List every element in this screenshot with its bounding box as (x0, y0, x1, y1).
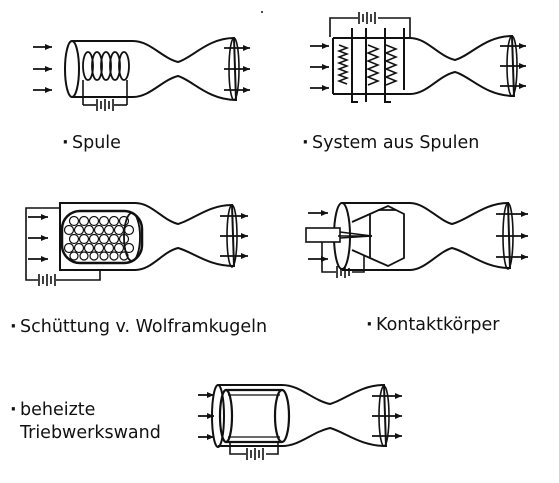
exhaust-arrows (372, 396, 402, 436)
caption-text: Spule (72, 133, 121, 153)
caption-text: Schüttung v. Wolframkugeln (20, 317, 268, 337)
inlet-arrows (310, 46, 329, 88)
caption-bullet: · (302, 133, 309, 153)
caption-tungsten-balls (10, 316, 267, 338)
caption-text-line1: beheizte (20, 400, 96, 420)
power-circuit (322, 242, 364, 278)
caption-text: Kontaktkörper (376, 315, 500, 335)
power-circuit (230, 442, 278, 460)
diagram-tungsten-balls (26, 203, 248, 286)
cartridge-end (124, 213, 140, 261)
heated-wall (220, 390, 289, 442)
caption-coil (62, 132, 121, 154)
caption-contact-body (366, 314, 499, 336)
ball-cartridge (62, 211, 142, 263)
power-circuit (330, 12, 410, 38)
inlet-arrows (28, 217, 48, 259)
caption-bullet: · (10, 400, 17, 420)
inlet-arrows (33, 47, 52, 90)
diagram-contact-body (306, 203, 528, 278)
nozzle-body (333, 36, 514, 96)
heating-coils (339, 45, 396, 85)
caption-text: System aus Spulen (312, 133, 480, 153)
caption-bullet: · (366, 315, 373, 335)
heating-coil (83, 52, 129, 80)
exhaust-arrows (224, 48, 250, 90)
caption-heated-wall (10, 399, 161, 445)
caption-text-line2: Triebwerkswand (20, 423, 161, 443)
scan-dot (261, 11, 263, 13)
power-circuit (83, 80, 127, 111)
nozzle-body (72, 38, 236, 100)
diagram-coil-system (310, 12, 526, 102)
caption-bullet: · (10, 317, 17, 337)
caption-coil-system (302, 132, 479, 154)
diagram-coil (33, 38, 250, 111)
caption-bullet: · (62, 133, 69, 153)
injector (306, 228, 372, 242)
diagram-heated-wall (198, 385, 402, 460)
chamber-inlet-rim (65, 41, 79, 97)
